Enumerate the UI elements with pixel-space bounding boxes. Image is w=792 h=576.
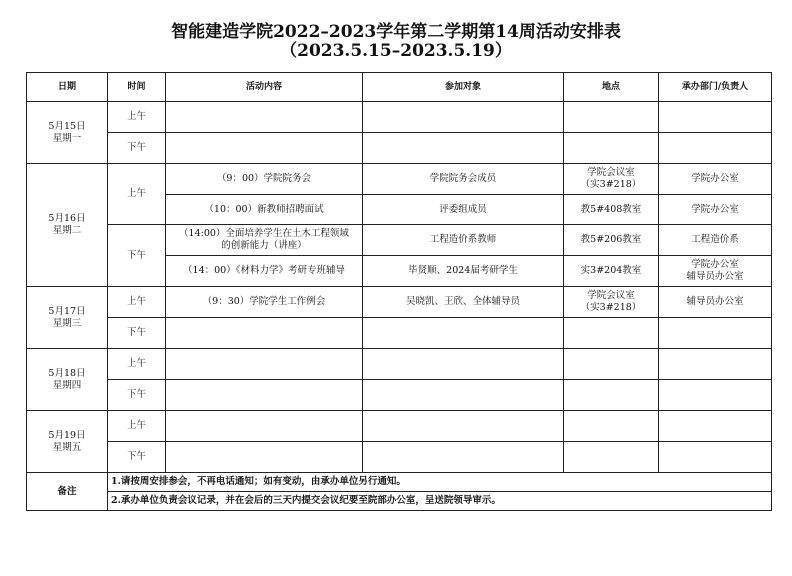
table-row: [27, 287, 772, 318]
empty-cell: [363, 380, 564, 411]
day-date: 5月17日: [48, 305, 86, 317]
activity-participants: 学院院务会成员: [363, 164, 564, 195]
table-row: [27, 349, 772, 380]
activity-department: [659, 256, 772, 287]
day-cell-tuesday: [27, 164, 108, 287]
day-date: 5月15日: [48, 120, 86, 132]
day-cell-monday: [27, 102, 108, 164]
header-department: 承办部门/负责人: [659, 73, 772, 102]
activity-participants: 工程造价系教师: [363, 225, 564, 256]
empty-cell: [166, 349, 363, 380]
header-location: 地点: [564, 73, 659, 102]
activity-content: （9：00）学院院务会: [166, 164, 363, 195]
notes-row: [27, 492, 772, 511]
table-row: [27, 102, 772, 133]
notes-row: [27, 473, 772, 492]
empty-cell: [659, 102, 772, 133]
empty-cell: [166, 380, 363, 411]
location-line: （实3#218）: [580, 179, 642, 190]
page-subtitle-date-range: （2023.5.15–2023.5.19）: [280, 41, 512, 61]
day-weekday: 星期五: [52, 441, 82, 453]
empty-cell: [659, 442, 772, 473]
empty-cell: [166, 133, 363, 164]
activity-content: （9：30）学院学生工作例会: [166, 287, 363, 318]
activity-content: （14：00）《材料力学》考研专班辅导: [166, 256, 363, 287]
empty-cell: [564, 133, 659, 164]
empty-cell: [564, 380, 659, 411]
day-weekday: 星期二: [52, 225, 82, 236]
content-line: 的创新能力（讲座）: [221, 240, 307, 251]
empty-cell: [363, 133, 564, 164]
activity-participants: 毕贤顺、2024届考研学生: [363, 256, 564, 287]
day-weekday: 星期三: [52, 317, 82, 329]
empty-cell: [363, 349, 564, 380]
note-line-1: 1.请按周安排参会，不再电话通知；如有变动，由承办单位另行通知。: [108, 473, 772, 492]
activity-location: 实3#204教室: [564, 256, 659, 287]
table-row: [27, 318, 772, 349]
schedule-table: [26, 72, 772, 511]
table-row: [27, 225, 772, 256]
empty-cell: [564, 411, 659, 442]
day-weekday: 星期四: [52, 379, 82, 391]
location-line: 学院会议室: [587, 290, 635, 301]
time-pm: 下午: [108, 225, 166, 287]
day-date: 5月18日: [48, 367, 86, 379]
time-pm: 下午: [108, 318, 166, 349]
time-am: 上午: [108, 164, 166, 225]
day-weekday: 星期一: [52, 132, 82, 144]
time-pm: 下午: [108, 380, 166, 411]
activity-location: 教5#408教室: [564, 195, 659, 225]
time-am: 上午: [108, 102, 166, 133]
table-row: [27, 380, 772, 411]
table-row: [27, 411, 772, 442]
page-title: 智能建造学院2022–2023学年第二学期第14周活动安排表: [171, 22, 621, 42]
table-header-row: [27, 73, 772, 102]
empty-cell: [363, 102, 564, 133]
activity-location: 教5#206教室: [564, 225, 659, 256]
time-pm: 下午: [108, 442, 166, 473]
time-am: 上午: [108, 411, 166, 442]
activity-department: 学院办公室: [659, 164, 772, 195]
day-cell-thursday: [27, 349, 108, 411]
activity-participants: 吴晓凯、王欣、全体辅导员: [363, 287, 564, 318]
empty-cell: [166, 318, 363, 349]
activity-department: 工程造价系: [659, 225, 772, 256]
location-line: 学院会议室: [587, 167, 635, 178]
empty-cell: [659, 318, 772, 349]
empty-cell: [564, 102, 659, 133]
empty-cell: [564, 442, 659, 473]
header-date: 日期: [27, 73, 108, 102]
empty-cell: [659, 349, 772, 380]
activity-content: （10：00）新教师招聘面试: [166, 195, 363, 225]
day-cell-wednesday: [27, 287, 108, 349]
department-line: 学院办公室: [691, 259, 739, 270]
table-row: [27, 442, 772, 473]
empty-cell: [166, 102, 363, 133]
activity-department: 学院办公室: [659, 195, 772, 225]
empty-cell: [363, 318, 564, 349]
empty-cell: [363, 411, 564, 442]
activity-department: 辅导员办公室: [659, 287, 772, 318]
location-line: （实3#218）: [580, 302, 642, 313]
day-date: 5月19日: [48, 429, 86, 441]
header-participants: 参加对象: [363, 73, 564, 102]
content-line: （14:00）全面培养学生在土木工程领域: [179, 228, 349, 239]
header-content: 活动内容: [166, 73, 363, 102]
table-row: [27, 133, 772, 164]
department-line: 辅导员办公室: [686, 271, 744, 282]
header-time: 时间: [108, 73, 166, 102]
activity-participants: 评委组成员: [363, 195, 564, 225]
time-am: 上午: [108, 349, 166, 380]
activity-content: [166, 225, 363, 256]
empty-cell: [564, 318, 659, 349]
notes-label: 备注: [27, 473, 108, 511]
empty-cell: [166, 442, 363, 473]
time-pm: 下午: [108, 133, 166, 164]
time-am: 上午: [108, 287, 166, 318]
day-cell-friday: [27, 411, 108, 473]
empty-cell: [363, 442, 564, 473]
activity-location: [564, 164, 659, 195]
activity-location: [564, 287, 659, 318]
note-line-2: 2.承办单位负责会议记录，并在会后的三天内提交会议纪要至院部办公室，呈送院领导审示。: [108, 492, 772, 511]
empty-cell: [659, 380, 772, 411]
empty-cell: [166, 411, 363, 442]
empty-cell: [659, 411, 772, 442]
empty-cell: [564, 349, 659, 380]
table-row: [27, 164, 772, 195]
day-date: 5月16日: [48, 213, 86, 224]
empty-cell: [659, 133, 772, 164]
